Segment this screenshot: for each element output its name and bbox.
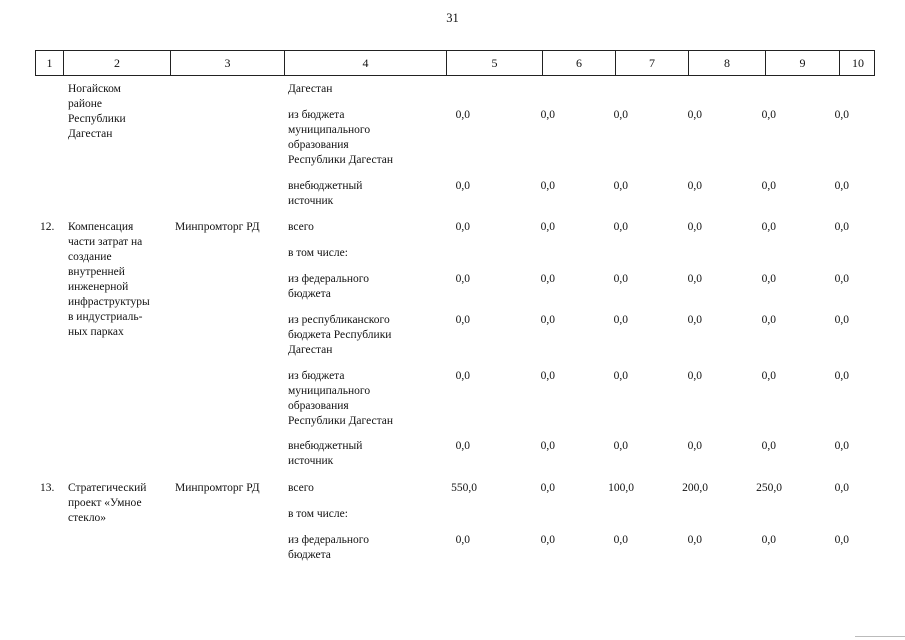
- cont-name-line: Дагестан: [68, 128, 113, 140]
- value-col-8: 0,0: [687, 314, 702, 326]
- source-label-line: из бюджета: [288, 109, 345, 121]
- value-col-10: 0,0: [834, 370, 849, 382]
- value-col-7: 0,0: [613, 440, 628, 452]
- value-col-6: 0,0: [540, 221, 555, 233]
- source-label-line: образования: [288, 400, 349, 412]
- value-col-9: 0,0: [761, 440, 776, 452]
- value-col-9: 0,0: [761, 370, 776, 382]
- source-label-line: внебюджетный: [288, 180, 363, 192]
- value-col-7: 0,0: [613, 109, 628, 121]
- source-label-line: в том числе:: [288, 247, 348, 259]
- value-col-10: 0,0: [834, 534, 849, 546]
- value-col-9: 0,0: [761, 180, 776, 192]
- source-label-line: в том числе:: [288, 508, 348, 520]
- header-col-4: 4: [285, 51, 447, 75]
- header-col-5: 5: [447, 51, 543, 75]
- item-executor: Минпромторг РД: [175, 221, 260, 233]
- source-label-line: Республики Дагестан: [288, 154, 393, 166]
- source-label-line: из федерального: [288, 273, 369, 285]
- value-col-5: 0,0: [455, 221, 470, 233]
- item-number: 12.: [40, 221, 55, 233]
- source-label-line: бюджета: [288, 549, 331, 561]
- header-col-6: 6: [543, 51, 616, 75]
- header-col-7: 7: [616, 51, 689, 75]
- value-col-9: 0,0: [761, 273, 776, 285]
- value-col-9: 0,0: [761, 534, 776, 546]
- value-col-5: 0,0: [455, 440, 470, 452]
- item-name-line: Компенсация: [68, 221, 134, 233]
- source-label-line: бюджета Республики: [288, 329, 392, 341]
- value-col-8: 0,0: [687, 273, 702, 285]
- value-col-7: 0,0: [613, 221, 628, 233]
- value-col-8: 0,0: [687, 534, 702, 546]
- item-executor: Минпромторг РД: [175, 482, 260, 494]
- value-col-7: 0,0: [613, 273, 628, 285]
- value-col-6: 0,0: [540, 109, 555, 121]
- value-col-6: 0,0: [540, 370, 555, 382]
- value-col-10: 0,0: [834, 221, 849, 233]
- source-label-line: образования: [288, 139, 349, 151]
- item-name-line: ных парках: [68, 326, 124, 338]
- value-col-5: 0,0: [455, 314, 470, 326]
- value-col-7: 0,0: [613, 314, 628, 326]
- source-label-line: Республики Дагестан: [288, 415, 393, 427]
- value-col-5: 0,0: [455, 534, 470, 546]
- source-label-line: всего: [288, 482, 314, 494]
- value-col-8: 0,0: [687, 370, 702, 382]
- source-label-line: источник: [288, 455, 334, 467]
- value-col-6: 0,0: [540, 314, 555, 326]
- header-col-2: 2: [64, 51, 171, 75]
- cont-name-line: Ногайском: [68, 83, 121, 95]
- value-col-8: 0,0: [687, 180, 702, 192]
- item-name-line: в индустриаль-: [68, 311, 143, 323]
- value-col-6: 0,0: [540, 482, 555, 494]
- scan-edge-line: [855, 636, 905, 637]
- source-label-line: внебюджетный: [288, 440, 363, 452]
- value-col-6: 0,0: [540, 440, 555, 452]
- value-col-6: 0,0: [540, 534, 555, 546]
- item-name-line: Стратегический: [68, 482, 147, 494]
- header-col-3: 3: [171, 51, 285, 75]
- item-name-line: части затрат на: [68, 236, 143, 248]
- value-col-9: 250,0: [756, 482, 782, 494]
- value-col-5: 0,0: [455, 180, 470, 192]
- value-col-7: 0,0: [613, 534, 628, 546]
- item-name-line: проект «Умное: [68, 497, 142, 509]
- value-col-8: 0,0: [687, 221, 702, 233]
- value-col-8: 0,0: [687, 440, 702, 452]
- header-col-9: 9: [766, 51, 840, 75]
- value-col-10: 0,0: [834, 482, 849, 494]
- header-col-1: 1: [36, 51, 64, 75]
- item-name-line: создание: [68, 251, 112, 263]
- value-col-10: 0,0: [834, 109, 849, 121]
- value-col-5: 0,0: [455, 370, 470, 382]
- value-col-8: 0,0: [687, 109, 702, 121]
- page-number: 31: [446, 11, 459, 25]
- cont-name-line: районе: [68, 98, 103, 110]
- cont-source-tail: Дагестан: [288, 83, 333, 95]
- value-col-9: 0,0: [761, 314, 776, 326]
- value-col-10: 0,0: [834, 180, 849, 192]
- value-col-6: 0,0: [540, 180, 555, 192]
- value-col-9: 0,0: [761, 109, 776, 121]
- value-col-10: 0,0: [834, 314, 849, 326]
- source-label-line: всего: [288, 221, 314, 233]
- source-label-line: из республиканского: [288, 314, 390, 326]
- source-label-line: из федерального: [288, 534, 369, 546]
- header-col-10: 10: [852, 56, 864, 70]
- source-label-line: муниципального: [288, 385, 371, 397]
- value-col-10: 0,0: [834, 273, 849, 285]
- value-col-6: 0,0: [540, 273, 555, 285]
- value-col-10: 0,0: [834, 440, 849, 452]
- cont-name-line: Республики: [68, 113, 126, 125]
- header-col-8: 8: [689, 51, 766, 75]
- value-col-5: 550,0: [451, 482, 477, 494]
- source-label-line: муниципального: [288, 124, 371, 136]
- value-col-9: 0,0: [761, 221, 776, 233]
- value-col-7: 100,0: [608, 482, 634, 494]
- value-col-7: 0,0: [613, 370, 628, 382]
- item-number: 13.: [40, 482, 55, 494]
- table-header-row: [35, 50, 875, 76]
- item-name-line: внутренней: [68, 266, 125, 278]
- source-label-line: источник: [288, 195, 334, 207]
- value-col-7: 0,0: [613, 180, 628, 192]
- source-label-line: бюджета: [288, 288, 331, 300]
- source-label-line: Дагестан: [288, 344, 333, 356]
- item-name-line: инфраструктуры: [68, 296, 150, 308]
- value-col-5: 0,0: [455, 109, 470, 121]
- item-name-line: стекло»: [68, 512, 107, 524]
- source-label-line: из бюджета: [288, 370, 345, 382]
- value-col-5: 0,0: [455, 273, 470, 285]
- value-col-8: 200,0: [682, 482, 708, 494]
- item-name-line: инженерной: [68, 281, 129, 293]
